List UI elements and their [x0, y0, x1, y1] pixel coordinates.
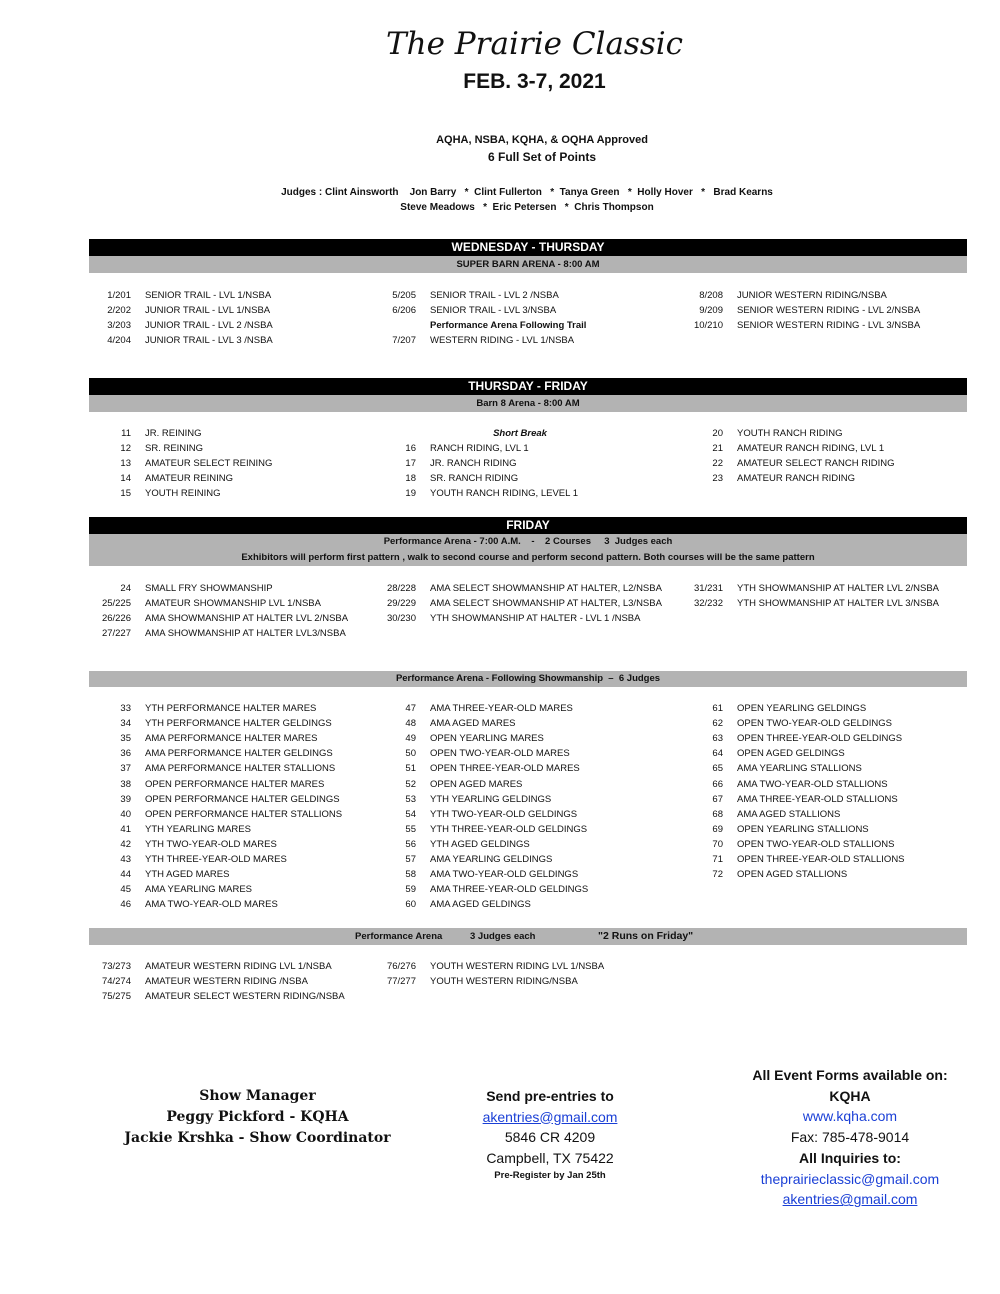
class-name: OPEN YEARLING MARES	[430, 733, 544, 745]
class-number: 30/230	[386, 613, 416, 625]
class-number: 63	[712, 733, 723, 745]
class-number: 73/273	[101, 961, 131, 972]
class-number: 13	[120, 458, 131, 470]
class-number: 31/231	[693, 583, 723, 594]
class-name: OPEN PERFORMANCE HALTER STALLIONS	[145, 808, 343, 820]
class-name: WESTERN RIDING - LVL 1/NSBA	[430, 335, 575, 347]
class-name: AMA TWO-YEAR-OLD STALLIONS	[737, 778, 888, 790]
class-number: 55	[405, 823, 416, 835]
class-name: RANCH RIDING, LVL 1	[430, 443, 529, 455]
judges-line-1: Judges : Clint Ainsworth Jon Barry * Clint Fullerton * Tanya Green * Holly Hover * Brad Kearns	[281, 187, 773, 198]
class-name: OPEN TWO-YEAR-OLD MARES	[430, 748, 570, 760]
class-name: YTH THREE-YEAR-OLD MARES	[145, 854, 287, 865]
class-name: SMALL FRY SHOWMANSHIP	[145, 583, 273, 594]
class-number: 62	[712, 718, 723, 730]
class-name: AMATEUR REINING	[145, 473, 233, 485]
class-number: 76/276	[386, 961, 416, 972]
class-name: AMA THREE-YEAR-OLD MARES	[430, 703, 573, 714]
class-name: OPEN THREE-YEAR-OLD STALLIONS	[737, 854, 905, 865]
kqha-website-link[interactable]: www.kqha.com	[802, 1108, 898, 1125]
class-name: AMA YEARLING STALLIONS	[737, 763, 862, 775]
class-name: SENIOR TRAIL - LVL 2 /NSBA	[430, 290, 559, 301]
class-number: 46	[120, 899, 131, 911]
class-number: 57	[405, 854, 416, 865]
class-number: 5/205	[392, 290, 416, 301]
class-number: 36	[120, 748, 131, 760]
class-number: 7/207	[392, 335, 416, 347]
class-number: 70	[712, 838, 723, 850]
arena-subheader-halter: Performance Arena - Following Showmanship – 6 Judges	[89, 671, 967, 687]
class-number: 3/203	[107, 320, 131, 332]
class-name: AMA TWO-YEAR-OLD MARES	[145, 899, 278, 911]
class-number: 65	[712, 763, 723, 775]
class-number: 6/206	[392, 305, 416, 317]
class-name: AMA THREE-YEAR-OLD STALLIONS	[737, 793, 898, 805]
class-name: AMA PERFORMANCE HALTER GELDINGS	[145, 748, 333, 760]
approval-line: AQHA, NSBA, KQHA, & OQHA Approved	[436, 134, 648, 146]
class-name: AMA SHOWMANSHIP AT HALTER LVL 2/NSBA	[145, 613, 349, 625]
class-name: SENIOR TRAIL - LVL 3/NSBA	[430, 305, 557, 317]
class-number: 27/227	[101, 628, 131, 640]
class-number: 47	[405, 703, 416, 714]
inquiries-heading: All Inquiries to:	[799, 1149, 901, 1166]
class-number: 10/210	[693, 320, 723, 332]
class-number: 44	[120, 869, 131, 881]
class-name: YOUTH RANCH RIDING	[737, 428, 843, 439]
class-name: AMATEUR RANCH RIDING	[737, 473, 856, 485]
class-name: AMA SELECT SHOWMANSHIP AT HALTER, L2/NSBA	[430, 583, 662, 594]
class-name: YTH YEARLING MARES	[145, 823, 251, 835]
class-name: YOUTH WESTERN RIDING/NSBA	[430, 976, 578, 988]
class-name: AMA YEARLING MARES	[145, 884, 252, 896]
class-number: 42	[120, 838, 131, 850]
class-name: OPEN PERFORMANCE HALTER GELDINGS	[145, 793, 340, 805]
class-name: JR. RANCH RIDING	[430, 458, 517, 470]
class-number: 9/209	[699, 305, 723, 317]
class-name: AMA YEARLING GELDINGS	[430, 854, 553, 865]
class-name: JUNIOR TRAIL - LVL 2 /NSBA	[145, 320, 273, 332]
show-manager-block	[124, 1086, 391, 1149]
event-date: FEB. 3-7, 2021	[463, 70, 606, 93]
address-city: Campbell, TX 75422	[486, 1149, 614, 1166]
class-number: 23	[712, 473, 723, 485]
class-name: YOUTH REINING	[145, 488, 221, 500]
class-number: 32/232	[693, 598, 723, 610]
arena-subheader-fri-line1: Performance Arena - 7:00 A.M. - 2 Courses 3 Judges each	[383, 536, 673, 547]
class-name: Performance Arena Following Trail	[430, 320, 587, 332]
pre-entries-heading: Send pre-entries to	[486, 1088, 614, 1104]
short-break-label: Short Break	[493, 428, 547, 439]
class-name: AMA SHOWMANSHIP AT HALTER LVL3/NSBA	[145, 628, 346, 640]
class-name: AMATEUR WESTERN RIDING LVL 1/NSBA	[145, 961, 332, 972]
class-name: JUNIOR TRAIL - LVL 3 /NSBA	[145, 335, 273, 347]
section-header-wed-thu: WEDNESDAY - THURSDAY	[89, 239, 967, 256]
class-number: 2/202	[107, 305, 131, 317]
class-number: 25/225	[101, 598, 131, 610]
judges-line-2: Steve Meadows * Eric Petersen * Chris Thompson	[400, 202, 654, 213]
class-name: YTH SHOWMANSHIP AT HALTER - LVL 1 /NSBA	[430, 613, 641, 625]
arena-subheader-wed: SUPER BARN ARENA - 8:00 AM	[89, 256, 967, 273]
class-number: 35	[120, 733, 131, 745]
class-number: 37	[120, 763, 131, 775]
class-number: 20	[712, 428, 723, 439]
class-name: SR. REINING	[145, 443, 204, 455]
wr-arena-label: Performance Arena	[355, 931, 443, 942]
class-number: 16	[405, 443, 416, 455]
class-name: JUNIOR TRAIL - LVL 1/NSBA	[145, 305, 271, 317]
class-number: 61	[712, 703, 723, 714]
class-name: YTH TWO-YEAR-OLD GELDINGS	[430, 808, 578, 820]
class-name: OPEN YEARLING STALLIONS	[737, 823, 869, 835]
class-name: SENIOR WESTERN RIDING - LVL 3/NSBA	[737, 320, 921, 332]
section-header-fri: FRIDAY	[89, 517, 967, 534]
class-number: 66	[712, 778, 723, 790]
class-number: 22	[712, 458, 723, 470]
class-number: 40	[120, 808, 131, 820]
inquiries-email-link[interactable]: theprairieclassic@gmail.com	[760, 1170, 940, 1187]
event-forms-block	[730, 1065, 970, 1210]
class-number: 49	[405, 733, 416, 745]
class-number: 17	[405, 458, 416, 470]
class-number: 59	[405, 884, 416, 896]
class-name: YTH TWO-YEAR-OLD MARES	[145, 838, 277, 850]
fax-number: Fax: 785-478-9014	[790, 1129, 910, 1146]
show-manager-heading: Show Manager	[199, 1088, 316, 1104]
class-name: OPEN TWO-YEAR-OLD GELDINGS	[737, 718, 893, 730]
inquiries-email-link-2[interactable]: akentries@gmail.com	[782, 1191, 918, 1208]
class-name: YTH AGED GELDINGS	[430, 838, 530, 850]
class-number: 43	[120, 854, 131, 865]
class-name: OPEN THREE-YEAR-OLD MARES	[430, 763, 580, 775]
class-number: 50	[405, 748, 416, 760]
class-name: YTH YEARLING GELDINGS	[430, 793, 552, 805]
class-name: OPEN AGED MARES	[430, 778, 523, 790]
class-name: OPEN YEARLING GELDINGS	[737, 703, 867, 714]
class-number: 28/228	[386, 583, 416, 594]
class-name: SR. RANCH RIDING	[430, 473, 519, 485]
class-name: YTH SHOWMANSHIP AT HALTER LVL 2/NSBA	[737, 583, 940, 594]
event-forms-org: KQHA	[829, 1087, 871, 1104]
class-name: OPEN THREE-YEAR-OLD GELDINGS	[737, 733, 903, 745]
pre-register-deadline: Pre-Register by Jan 25th	[494, 1170, 606, 1181]
class-name: AMATEUR SELECT WESTERN RIDING/NSBA	[145, 991, 345, 1003]
class-name: YTH PERFORMANCE HALTER GELDINGS	[145, 718, 332, 730]
wr-runs-label: "2 Runs on Friday"	[598, 930, 694, 942]
class-name: AMA THREE-YEAR-OLD GELDINGS	[430, 884, 589, 896]
class-number: 77/277	[386, 976, 416, 988]
class-name: SENIOR WESTERN RIDING - LVL 2/NSBA	[737, 305, 921, 317]
class-number: 21	[712, 443, 723, 455]
class-number: 67	[712, 793, 723, 805]
class-name: AMA PERFORMANCE HALTER MARES	[145, 733, 318, 745]
class-number: 48	[405, 718, 416, 730]
pre-entries-block	[460, 1086, 640, 1184]
class-number: 69	[712, 823, 723, 835]
class-name: YOUTH RANCH RIDING, LEVEL 1	[430, 488, 578, 500]
address-street: 5846 CR 4209	[504, 1129, 596, 1145]
class-number: 71	[712, 854, 723, 865]
class-name: YTH PERFORMANCE HALTER MARES	[145, 703, 317, 714]
show-manager-name: Peggy Pickford - KQHA	[166, 1109, 349, 1125]
class-number: 68	[712, 808, 723, 820]
class-number: 12	[120, 443, 131, 455]
class-name: AMATEUR WESTERN RIDING /NSBA	[145, 976, 308, 988]
class-number: 14	[120, 473, 131, 485]
class-name: AMA AGED STALLIONS	[737, 808, 841, 820]
class-name: AMATEUR SHOWMANSHIP LVL 1/NSBA	[145, 598, 321, 610]
class-name: SENIOR TRAIL - LVL 1/NSBA	[145, 290, 272, 301]
class-name: OPEN AGED STALLIONS	[737, 869, 848, 881]
arena-subheader-fri-line2: Exhibitors will perform first pattern , walk to second course and perform second pattern. Both courses will be the same pattern	[241, 552, 815, 563]
event-forms-heading: All Event Forms available on:	[752, 1067, 948, 1083]
class-name: AMA TWO-YEAR-OLD GELDINGS	[430, 869, 579, 881]
class-name: AMATEUR RANCH RIDING, LVL 1	[737, 443, 885, 455]
class-number: 24	[120, 583, 131, 594]
class-number: 45	[120, 884, 131, 896]
page-title: The Prairie Classic	[385, 26, 684, 62]
arena-subheader-wr	[89, 928, 967, 945]
section-header-thu-fri: THURSDAY - FRIDAY	[89, 378, 967, 395]
class-name: OPEN AGED GELDINGS	[737, 748, 845, 760]
class-number: 58	[405, 869, 416, 881]
class-name: AMA AGED MARES	[430, 718, 516, 730]
class-number: 34	[120, 718, 131, 730]
class-name: AMA SELECT SHOWMANSHIP AT HALTER, L3/NSBA	[430, 598, 662, 610]
class-number: 19	[405, 488, 416, 500]
class-number: 38	[120, 778, 131, 790]
class-number: 33	[120, 703, 131, 714]
class-number: 18	[405, 473, 416, 485]
class-number: 41	[120, 823, 131, 835]
wr-judges-label: 3 Judges each	[470, 931, 536, 942]
class-name: OPEN TWO-YEAR-OLD STALLIONS	[737, 838, 895, 850]
pre-entries-email-link[interactable]: akentries@gmail.com	[482, 1108, 618, 1125]
class-name: YTH SHOWMANSHIP AT HALTER LVL 3/NSBA	[737, 598, 940, 610]
class-name: AMATEUR SELECT REINING	[145, 458, 273, 470]
class-number: 29/229	[386, 598, 416, 610]
class-number: 72	[712, 869, 723, 881]
class-name: YTH THREE-YEAR-OLD GELDINGS	[430, 823, 588, 835]
class-name: AMATEUR SELECT RANCH RIDING	[737, 458, 895, 470]
class-number: 53	[405, 793, 416, 805]
class-number: 8/208	[699, 290, 723, 301]
class-number: 26/226	[101, 613, 131, 625]
class-number: 56	[405, 838, 416, 850]
class-name: YOUTH WESTERN RIDING LVL 1/NSBA	[430, 961, 605, 972]
class-name: JR. REINING	[145, 428, 202, 439]
show-coordinator-name: Jackie Krshka - Show Coordinator	[124, 1130, 391, 1146]
class-name: AMA AGED GELDINGS	[430, 899, 531, 911]
class-number: 1/201	[107, 290, 131, 301]
class-name: JUNIOR WESTERN RIDING/NSBA	[737, 290, 887, 301]
arena-subheader-thu: Barn 8 Arena - 8:00 AM	[89, 395, 967, 412]
class-number: 75/275	[101, 991, 131, 1003]
class-number: 74/274	[101, 976, 131, 988]
class-number: 64	[712, 748, 723, 760]
class-name: OPEN PERFORMANCE HALTER MARES	[145, 778, 325, 790]
class-name: YTH AGED MARES	[145, 869, 230, 881]
class-number: 52	[405, 778, 416, 790]
class-number: 39	[120, 793, 131, 805]
arena-subheader-fri	[89, 534, 967, 566]
class-number: 51	[405, 763, 416, 775]
class-name: AMA PERFORMANCE HALTER STALLIONS	[145, 763, 336, 775]
class-number: 15	[120, 488, 131, 500]
class-number: 4/204	[107, 335, 131, 347]
class-number: 60	[405, 899, 416, 911]
points-line: 6 Full Set of Points	[487, 150, 596, 164]
class-number: 11	[121, 428, 131, 439]
class-number: 54	[405, 808, 416, 820]
